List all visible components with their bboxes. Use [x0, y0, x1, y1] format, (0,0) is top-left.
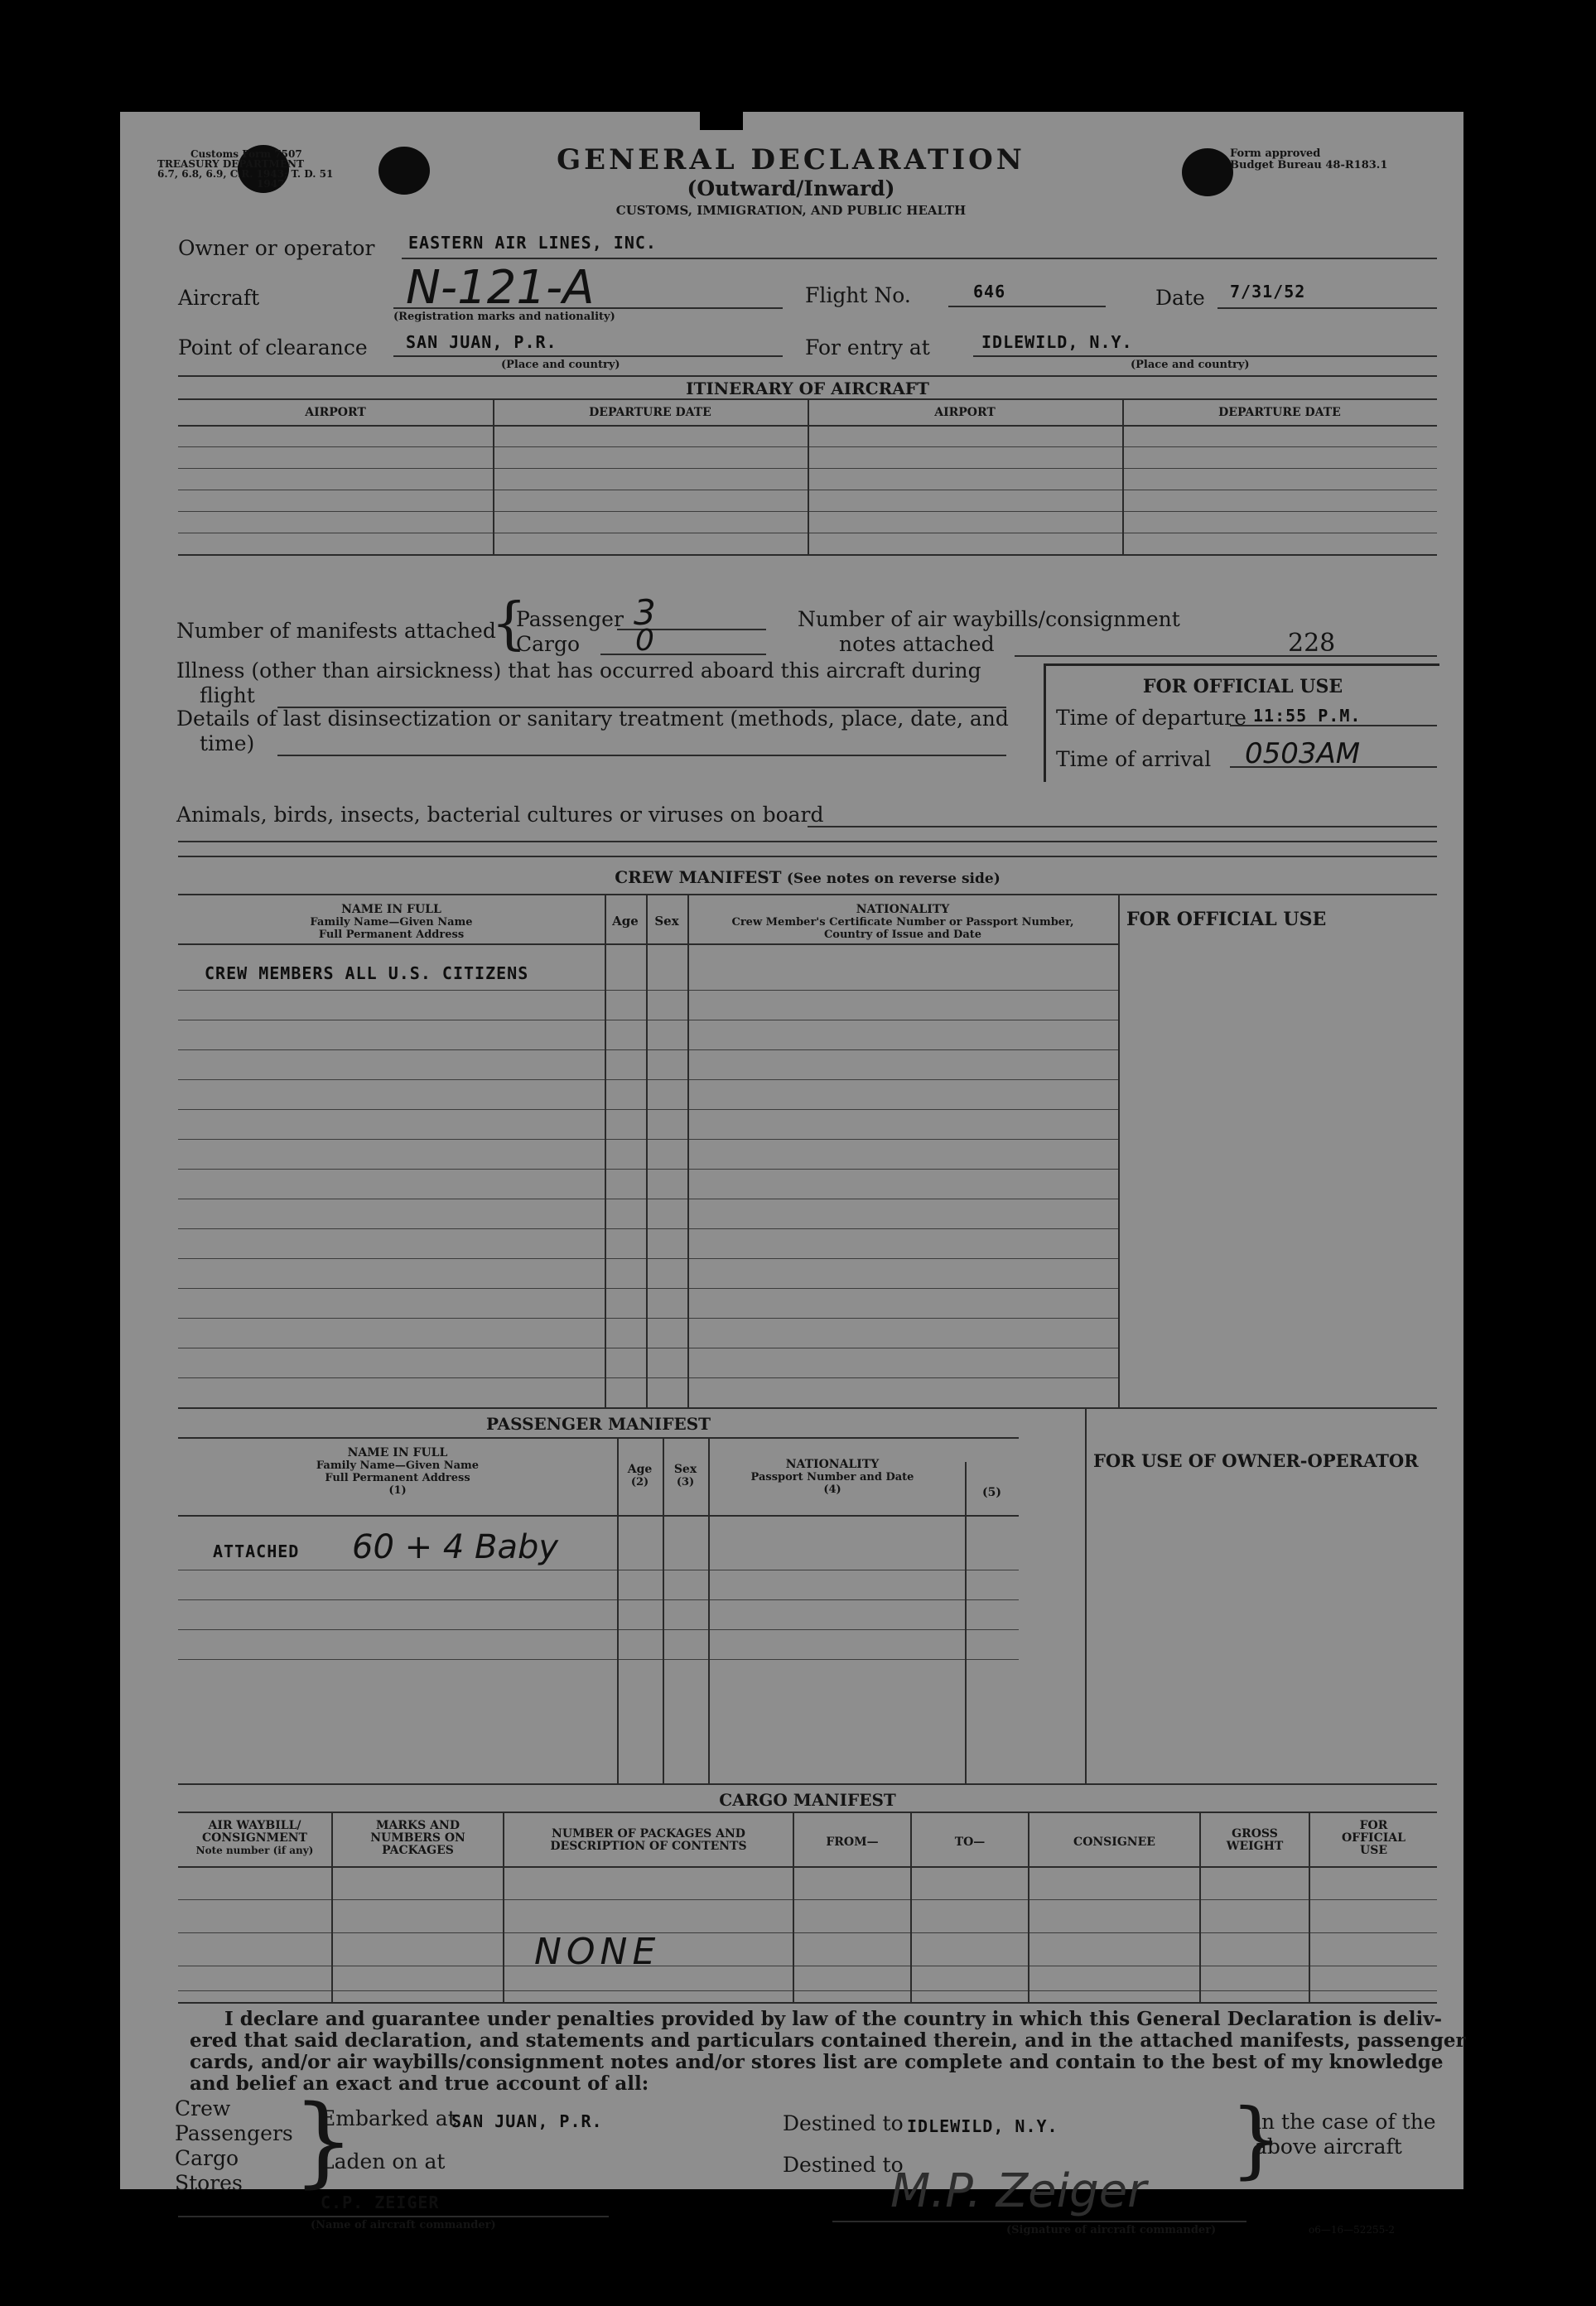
budget-approval: Form approved Budget Bureau 48-R183.1 — [1230, 147, 1388, 171]
owner-label: Owner or operator — [178, 236, 375, 260]
itinerary-col-airport-2: AIRPORT — [934, 406, 996, 419]
itinerary-title: ITINERARY OF AIRCRAFT — [686, 379, 929, 398]
entry-line — [973, 355, 1437, 357]
arrival-label: Time of arrival — [1056, 747, 1212, 771]
embarked-value: SAN JUAN, P.R. — [451, 2111, 603, 2131]
commander-signature: M.P. Zeiger — [890, 2164, 1147, 2218]
date-label: Date — [1155, 286, 1205, 310]
form-title: GENERAL DECLARATION — [557, 143, 1025, 176]
cargo-manifest-value: 0 — [635, 624, 654, 658]
entry-caption: (Place and country) — [1131, 359, 1250, 371]
form-sheet — [120, 112, 1466, 2236]
illness-label: Illness (other than airsickness) that has occurred aboard this aircraft during flight — [176, 659, 981, 707]
cargo-manifest-title: CARGO MANIFEST — [719, 1790, 896, 1810]
clearance-caption: (Place and country) — [501, 359, 620, 371]
flight-label: Flight No. — [805, 283, 911, 307]
official-use-box — [1044, 663, 1439, 782]
crew-entry: CREW MEMBERS ALL U.S. CITIZENS — [205, 963, 529, 983]
cargo-col-from: FROM— — [826, 1836, 879, 1849]
itinerary-col-departure-1: DEPARTURE DATE — [589, 406, 711, 419]
crew-col-name: NAME IN FULL Family Name—Given Name Full Permanent Address — [310, 903, 473, 941]
passenger-manifest-value: 3 — [634, 592, 656, 633]
laden-label: Laden on at — [321, 2149, 446, 2173]
waybills-label-2: notes attached — [839, 632, 995, 656]
cargo-col-marks: MARKS AND NUMBERS ON PACKAGES — [370, 1819, 465, 1857]
aircraft-case-note: in the case of the above aircraft — [1255, 2110, 1436, 2159]
clearance-line — [393, 355, 783, 357]
itinerary-col-airport-1: AIRPORT — [305, 406, 366, 419]
passenger-col-age: Age (2) — [627, 1463, 653, 1488]
passenger-col-nationality: NATIONALITY Passport Number and Date (4) — [750, 1458, 914, 1496]
form-subtitle: (Outward/Inward) — [687, 176, 895, 200]
entry-label: For entry at — [805, 335, 930, 359]
top-notch — [700, 112, 743, 130]
animals-label: Animals, birds, insects, bacterial cultures or viruses on board — [176, 803, 824, 827]
passenger-col-sex: Sex (3) — [673, 1463, 697, 1488]
form-number: Customs Form 7507 TREASURY DEPARTMENT 6.7, 6.8, 6.9, C.R. 1943; T. D. 51 1947 — [157, 148, 334, 190]
cargo-col-official-use: FOR OFFICIAL USE — [1341, 1819, 1406, 1857]
punch-hole-left-2 — [379, 147, 430, 195]
passenger-col-5: (5) — [982, 1486, 1001, 1499]
aircraft-label: Aircraft — [178, 286, 260, 310]
print-code: o6—16—52255-2 — [1309, 2224, 1395, 2236]
categories-brace: } — [292, 2083, 355, 2197]
crew-col-age: Age — [612, 914, 639, 929]
aircraft-caption: (Registration marks and nationality) — [393, 311, 615, 323]
passenger-manifest-title: PASSENGER MANIFEST — [485, 1414, 711, 1434]
destined-label-1: Destined to — [783, 2111, 904, 2135]
date-line — [1217, 307, 1437, 309]
cargo-col-packages: NUMBER OF PACKAGES AND DESCRIPTION OF CONTENTS — [550, 1827, 747, 1853]
waybills-label-1: Number of air waybills/consignment — [798, 607, 1180, 631]
official-use-title: FOR OFFICIAL USE — [1142, 676, 1343, 697]
departure-label: Time of departure — [1056, 706, 1246, 730]
departure-value: 11:55 P.M. — [1253, 706, 1362, 726]
disinsectization-label: Details of last disinsectization or sanitary treatment (methods, place, date, and time) — [176, 707, 1009, 755]
flight-value: 646 — [973, 282, 1006, 302]
cargo-col-gross-weight: GROSS WEIGHT — [1226, 1827, 1284, 1853]
declaration-text: I declare and guarantee under penalties provided by law of the country in which this General Declaration is deliv- ered that said declaration, and statements and particulars contained therein, and in the attached manifests, passenger cards, and/or air waybills/consignment notes and/or stores list are complete and contain to the best of my knowledge and belief an exact and true account of all: — [190, 2008, 1466, 2095]
clearance-label: Point of clearance — [178, 335, 368, 359]
destination-brace: } — [1230, 2091, 1283, 2188]
itinerary-col-departure-2: DEPARTURE DATE — [1218, 406, 1341, 419]
form-subtitle-agencies: CUSTOMS, IMMIGRATION, AND PUBLIC HEALTH — [615, 203, 967, 218]
owner-line — [402, 258, 1437, 259]
arrival-value: 0503AM — [1245, 737, 1361, 770]
passenger-entry-typed: ATTACHED — [213, 1541, 300, 1561]
manifests-label: Number of manifests attached — [176, 619, 496, 643]
flight-line — [948, 306, 1106, 307]
manifests-brace: { — [491, 591, 528, 657]
owner-value: EASTERN AIR LINES, INC. — [408, 233, 657, 253]
embarked-label: Embarked at — [321, 2106, 456, 2130]
crew-col-official-use: FOR OFFICIAL USE — [1126, 909, 1327, 930]
crew-col-nationality: NATIONALITY Crew Member's Certificate Number or Passport Number, Country of Issue and Date — [731, 903, 1074, 941]
punch-hole-right — [1182, 148, 1233, 196]
declaration-categories: Crew Passengers Cargo Stores — [175, 2096, 293, 2195]
commander-name-caption: (Name of aircraft commander) — [311, 2219, 496, 2231]
cargo-entry: NONE — [534, 1931, 661, 1973]
crew-manifest-heading — [178, 867, 1437, 887]
destined-value: IDLEWILD, N.Y. — [907, 2116, 1058, 2136]
crew-col-sex: Sex — [654, 914, 679, 929]
cargo-manifest-label: Cargo — [516, 632, 581, 656]
passenger-entry-handwritten: 60 + 4 Baby — [352, 1528, 559, 1566]
cargo-col-consignee: CONSIGNEE — [1073, 1836, 1155, 1849]
cargo-col-to: TO— — [954, 1836, 986, 1849]
crew-manifest-title: CREW MANIFEST — [615, 867, 782, 887]
commander-name-value: C.P. ZEIGER — [321, 2193, 440, 2212]
passenger-manifest-label: Passenger — [516, 607, 624, 631]
entry-value: IDLEWILD, N.Y. — [981, 332, 1133, 352]
passenger-col-owner-operator: FOR USE OF OWNER-OPERATOR — [1093, 1450, 1419, 1471]
date-value: 7/31/52 — [1230, 282, 1306, 302]
destined-label-2: Destined to — [783, 2153, 904, 2177]
waybills-value: 228 — [1288, 629, 1336, 658]
commander-signature-caption: (Signature of aircraft commander) — [1006, 2224, 1217, 2236]
clearance-value: SAN JUAN, P.R. — [406, 332, 557, 352]
aircraft-value: N-121-A — [406, 261, 595, 315]
aircraft-line — [393, 307, 783, 309]
cargo-col-waybill: AIR WAYBILL/ CONSIGNMENT Note number (if any) — [195, 1819, 314, 1856]
crew-manifest-note: (See notes on reverse side) — [786, 871, 1001, 887]
passenger-col-name: NAME IN FULL Family Name—Given Name Full Permanent Address (1) — [316, 1446, 480, 1497]
